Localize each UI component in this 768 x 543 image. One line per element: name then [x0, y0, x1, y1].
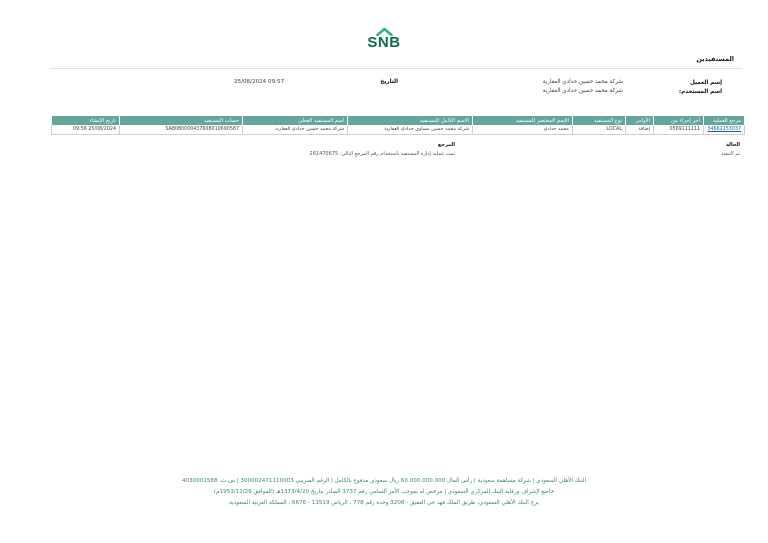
- table-cell: SA8080000437608010690587: [120, 125, 243, 135]
- column-header: اسم المستفيد الفعلي: [243, 116, 348, 125]
- page-title: المستفيدين: [696, 55, 734, 63]
- date-value: 25/08/2024 09:57: [234, 79, 285, 85]
- status-label: الحالة: [726, 142, 740, 148]
- column-header: آخر إجراء من: [654, 116, 704, 125]
- table-cell: محمد حدادي: [473, 125, 573, 135]
- beneficiaries-table: [51, 116, 745, 135]
- table-cell: شركة محمد حسين مساوى حدادي العقارية: [348, 125, 473, 135]
- table-cell: شركة محمد حسين حدادي العقارية: [243, 125, 348, 135]
- status-value: تم التنفيذ: [721, 151, 740, 157]
- column-header: الإسم المختصر للمستفيد: [473, 116, 573, 125]
- footer-line: البنك الأهلي السعودي | شركة مساهمة سعودية | رأس المال 60.000.000.000 ريال سعودي مدفوع بالكامل | الرقم الضريبي 300002471110003 | س.ت. 4030001588: [181, 478, 587, 484]
- column-header: تاريخ الإنشاء: [52, 116, 120, 125]
- table-row: [52, 125, 745, 135]
- reference-label: المرجع: [437, 142, 455, 148]
- column-header: نوع المستفيد: [573, 116, 626, 125]
- column-header: الأوامر: [626, 116, 654, 125]
- table-cell: إضافة: [626, 125, 654, 135]
- logo-text: SNB: [367, 34, 401, 51]
- user-name-value: شركة محمد حسين حدادي العقارية: [542, 88, 623, 94]
- snb-logo: [367, 26, 400, 50]
- client-name-label: إسم العميل: [690, 80, 722, 86]
- header-divider: [50, 68, 742, 69]
- user-name-label: اسم المستخدم:: [678, 89, 722, 95]
- table-header-row: [52, 116, 745, 125]
- column-header: الاسم الكامل للمستفيد: [348, 116, 473, 125]
- table-cell: 0569111111: [654, 125, 704, 135]
- table-cell: 25/08/2024 09:56: [52, 125, 120, 135]
- date-label: التاريخ: [380, 79, 398, 85]
- client-name-value: شركة محمد حسين حدادي العقارية: [542, 79, 623, 85]
- reference-message: تمت عملية إدارة المستفيد باستخدام رقم المرجع التالي: 261470675: [309, 151, 455, 157]
- column-header: حساب المستفيد: [120, 116, 243, 125]
- operation-reference-link[interactable]: 34662153037: [704, 125, 745, 135]
- footer-line: برج البنك الأهلي السعودي، طريق الملك فهد حي العقيق - 3208 وحدة رقم 778 ، الرياض 13519 - 6676 ، المملكة العربية السعودية: [229, 500, 539, 506]
- footer-line: خاضع لإشراف ورقابة البنك المركزي السعودي | مرخص له بموجب الأمر السامي رقم 3737 الصادر بتاريخ 1373/4/20هـ (الموافق 1953/12/26م): [213, 489, 555, 495]
- table-cell: LOCAL: [573, 125, 626, 135]
- bank-footer: [0, 476, 768, 509]
- column-header: مرجع العملية: [704, 116, 745, 125]
